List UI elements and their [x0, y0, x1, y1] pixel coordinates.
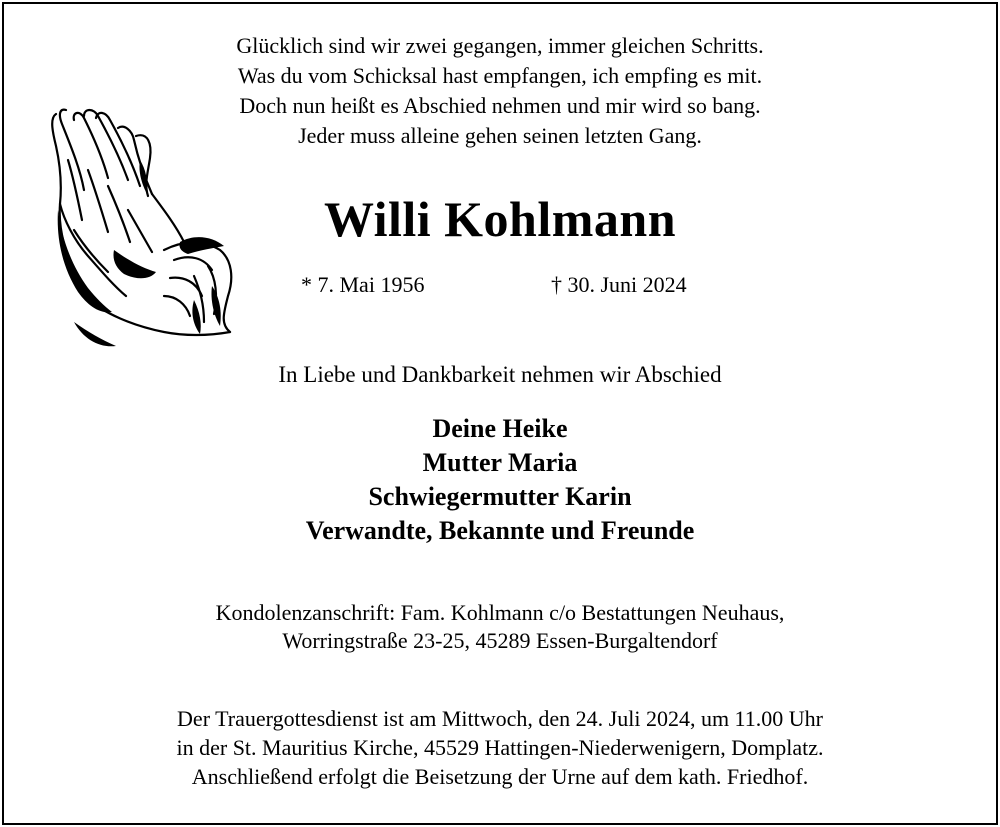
mourner-2: Mutter Maria [422, 448, 578, 477]
mourner-3: Schwiegermutter Karin [368, 482, 632, 511]
poem-line-4: Jeder muss alleine gehen seinen letzten Gang. [298, 123, 702, 148]
poem-line-3: Doch nun heißt es Abschied nehmen und mir wird so bang. [239, 93, 761, 118]
mourner-4: Verwandte, Bekannte und Freunde [305, 516, 695, 545]
life-dates [0, 272, 1000, 302]
condolence-line-2: Worringstraße 23-25, 45289 Essen-Burgaltendorf [282, 628, 718, 653]
death-date: † 30. Juni 2024 [551, 272, 687, 297]
service-line-3: Anschließend erfolgt die Beisetzung der Urne auf dem kath. Friedhof. [191, 764, 809, 789]
mourner-1: Deine Heike [432, 414, 568, 443]
service-line-2: in der St. Mauritius Kirche, 45529 Hattingen-Niederwenigern, Domplatz. [176, 735, 824, 760]
service-line-1: Der Trauergottesdienst ist am Mittwoch, den 24. Juli 2024, um 11.00 Uhr [177, 706, 823, 731]
deceased-name: Willi Kohlmann [323, 191, 677, 247]
condolence-line-1: Kondolenzanschrift: Fam. Kohlmann c/o Bestattungen Neuhaus, [215, 600, 785, 625]
farewell-text: In Liebe und Dankbarkeit nehmen wir Abschied [278, 362, 722, 387]
poem-line-1: Glücklich sind wir zwei gegangen, immer gleichen Schritts. [236, 33, 764, 58]
poem-line-2: Was du vom Schicksal hast empfangen, ich empfing es mit. [237, 63, 763, 88]
birth-date: * 7. Mai 1956 [301, 272, 425, 297]
